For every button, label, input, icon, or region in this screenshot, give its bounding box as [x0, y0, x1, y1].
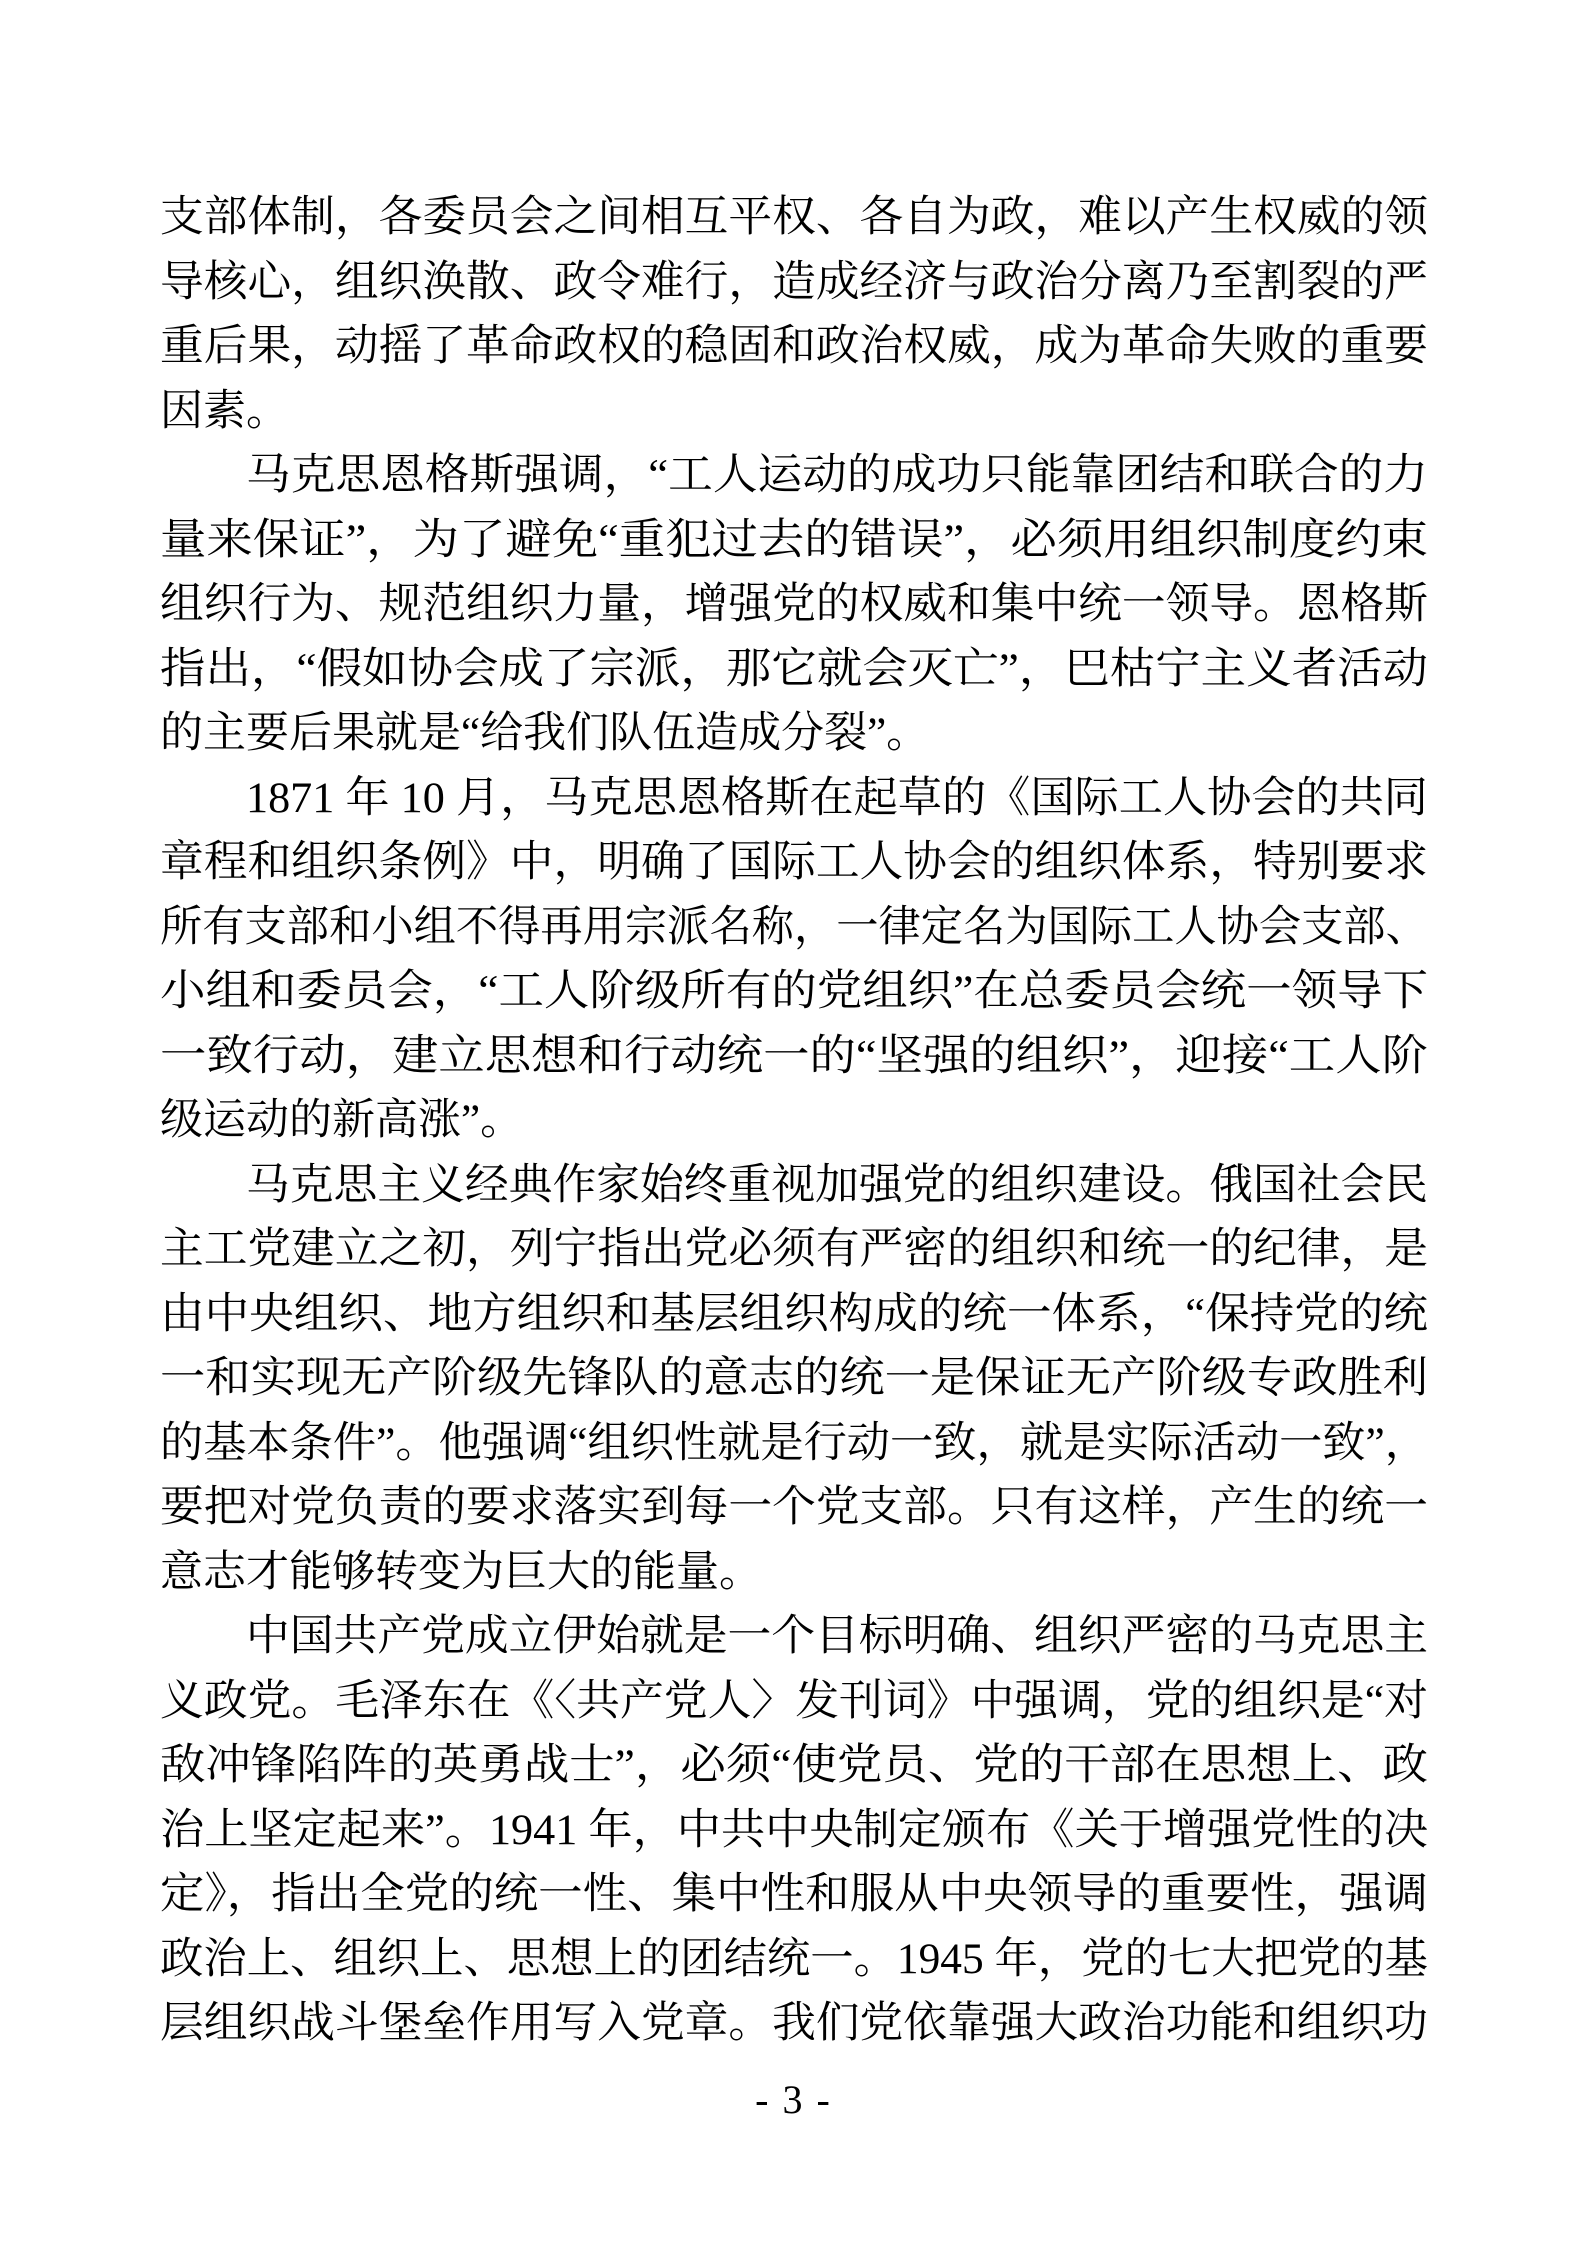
text-line: 重后果，动摇了革命政权的稳固和政治权威，成为革命失败的重要: [160, 323, 1428, 370]
text-line: 马克思主义经典作家始终重视加强党的组织建设。俄国社会民: [246, 1161, 1429, 1209]
text-line: 小组和委员会，“工人阶级所有的党组织”在总委员会统一领导下: [160, 968, 1429, 1015]
text-line: 层组织战斗堡垒作用写入党章。我们党依靠强大政治功能和组织功: [160, 2000, 1428, 2047]
text-line: 马克思恩格斯强调，“工人运动的成功只能靠团结和联合的力: [246, 452, 1429, 499]
text-line: 敌冲锋陷阵的英勇战士”，必须“使党员、党的干部在思想上、政: [160, 1742, 1429, 1789]
text-line: 级运动的新高涨”。: [160, 1097, 524, 1144]
text-line: 定》，指出全党的统一性、集中性和服从中央领导的重要性，强调: [160, 1871, 1429, 1918]
text-line: 的基本条件”。他强调“组织性就是行动一致，就是实际活动一致”，: [160, 1419, 1428, 1467]
text-line: 要把对党负责的要求落实到每一个党支部。只有这样，产生的统一: [160, 1484, 1428, 1531]
text-line: 量来保证”，为了避免“重犯过去的错误”，必须用组织制度约束: [160, 516, 1428, 564]
text-line: 意志才能够转变为巨大的能量。: [160, 1548, 762, 1596]
text-line: 一和实现无产阶级先锋队的意志的统一是保证无产阶级专政胜利: [160, 1355, 1429, 1402]
text-line: 主工党建立之初，列宁指出党必须有严密的组织和统一的纪律，是: [160, 1226, 1428, 1273]
text-line: 中国共产党成立伊始就是一个目标明确、组织严密的马克思主: [246, 1613, 1429, 1660]
text-line: 由中央组织、地方组织和基层组织构成的统一体系，“保持党的统: [160, 1290, 1428, 1338]
text-line: 一致行动，建立思想和行动统一的“坚强的组织”，迎接“工人阶: [160, 1032, 1428, 1080]
text-line: 所有支部和小组不得再用宗派名称，一律定名为国际工人协会支部、: [160, 903, 1428, 951]
text-line: 治上坚定起来”。1941 年，中共中央制定颁布《关于增强党性的决: [160, 1806, 1429, 1854]
page-number: - 3 -: [755, 2077, 832, 2122]
text-line: 导核心，组织涣散、政令难行，造成经济与政治分离乃至割裂的严: [160, 258, 1428, 306]
text-line: 义政党。毛泽东在《〈共产党人〉发刊词》中强调，党的组织是“对: [160, 1677, 1428, 1725]
text-line: 1871 年 10 月，马克思恩格斯在起草的《国际工人协会的共同: [246, 774, 1428, 822]
text-line: 因素。: [160, 387, 289, 435]
text-line: 章程和组织条例》中，明确了国际工人协会的组织体系，特别要求: [160, 839, 1428, 886]
text-line: 支部体制，各委员会之间相互平权、各自为政，难以产生权威的领: [160, 194, 1428, 241]
text-line: 的主要后果就是“给我们队伍造成分裂”。: [160, 710, 930, 757]
text-line: 政治上、组织上、思想上的团结统一。1945 年，党的七大把党的基: [160, 1935, 1428, 1983]
text-line: 组织行为、规范组织力量，增强党的权威和集中统一领导。恩格斯: [160, 581, 1428, 628]
text-line: 指出，“假如协会成了宗派，那它就会灭亡”，巴枯宁主义者活动: [160, 645, 1429, 693]
document-body: [160, 186, 1428, 2057]
